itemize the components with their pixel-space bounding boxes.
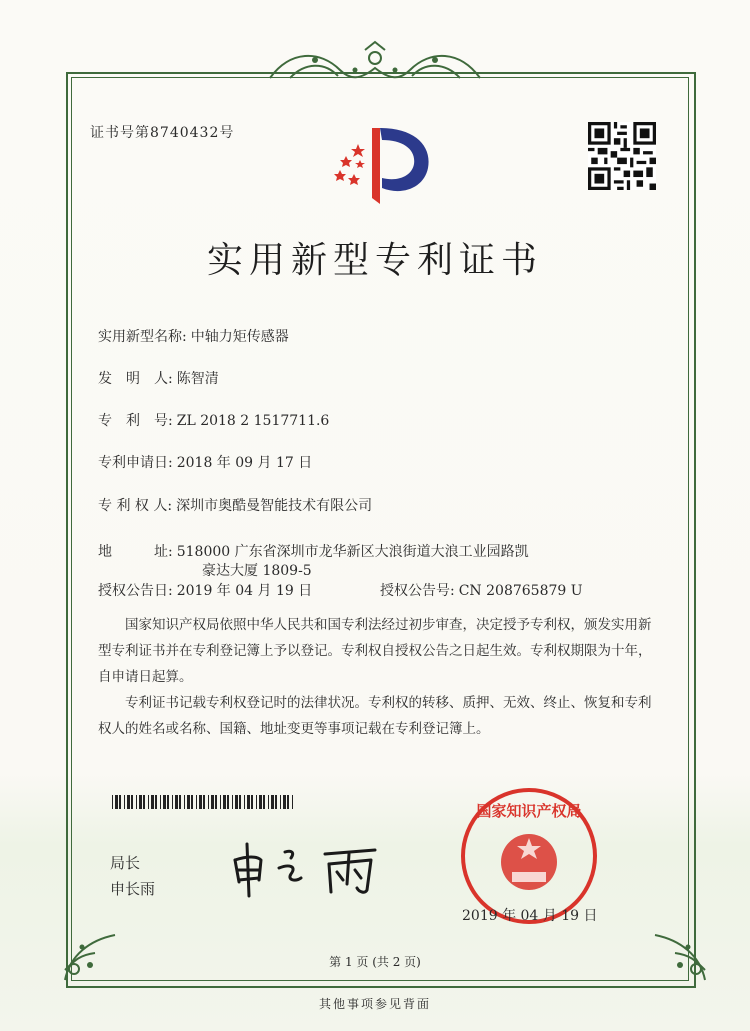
field-utility-model-name — [98, 326, 289, 346]
seal-date: 2019 年 04 月 19 日 — [462, 908, 598, 924]
body-paragraph: 专利证书记载专利权登记时的法律状况。专利权的转移、质押、无效、终止、恢复和专利权人的姓名或名称、国籍、地址变更等事项记载在专利登记簿上。 — [98, 695, 652, 737]
field-value: ZL 2018 2 1517711.6 — [176, 413, 330, 429]
top-ornament-icon — [260, 40, 490, 90]
field-label: 地 址: — [98, 544, 173, 560]
field-patent-number — [98, 410, 329, 430]
seal-text: 国家知识产权局 — [476, 802, 582, 820]
field-value: 518000 广东省深圳市龙华新区大浪街道大浪工业园路凯 — [176, 544, 529, 560]
certificate-body — [98, 612, 654, 742]
field-label: 专 利 号: — [98, 413, 173, 429]
field-value: 陈智清 — [176, 371, 219, 387]
field-label: 专利申请日: — [98, 455, 173, 471]
field-label: 授权公告号: — [380, 583, 455, 599]
field-inventor — [98, 368, 219, 388]
director-name: 申长雨 — [110, 880, 156, 898]
field-label: 实用新型名称: — [98, 329, 187, 345]
field-patentee — [98, 495, 372, 515]
field-address — [98, 541, 529, 561]
body-paragraph: 国家知识产权局依照中华人民共和国专利法经过初步审查，决定授予专利权，颁发实用新型专利证书并在专利登记簿上予以登记。专利权自授权公告之日起生效。专利权期限为十年，自申请日起算。 — [98, 617, 652, 685]
footer-note: 其他事项参见背面 — [318, 997, 431, 1011]
field-filing-date — [98, 452, 312, 472]
field-grant-date — [98, 580, 312, 600]
field-address-line2: 豪达大厦 1809-5 — [202, 563, 312, 579]
barcode-icon — [112, 795, 294, 809]
page-number: 第 1 页 (共 2 页) — [329, 955, 421, 969]
field-grant-number — [380, 580, 583, 600]
certificate-title: 实用新型专利证书 — [206, 240, 543, 281]
field-value: 中轴力矩传感器 — [190, 329, 289, 345]
certificate-number: 证书号第8740432号 — [90, 125, 235, 141]
field-value: CN 208765879 U — [458, 583, 583, 599]
qr-code-icon — [588, 122, 656, 190]
field-label: 发 明 人: — [98, 371, 173, 387]
patent-office-logo-icon — [320, 118, 440, 208]
field-value: 2019 年 04 月 19 日 — [176, 583, 313, 599]
field-label: 专 利 权 人: — [98, 498, 173, 514]
director-title: 局长 — [110, 854, 141, 872]
field-value: 深圳市奥酷曼智能技术有限公司 — [176, 498, 373, 514]
director-signature-icon — [225, 830, 385, 900]
field-value: 2018 年 09 月 17 日 — [176, 455, 313, 471]
field-label: 授权公告日: — [98, 583, 173, 599]
